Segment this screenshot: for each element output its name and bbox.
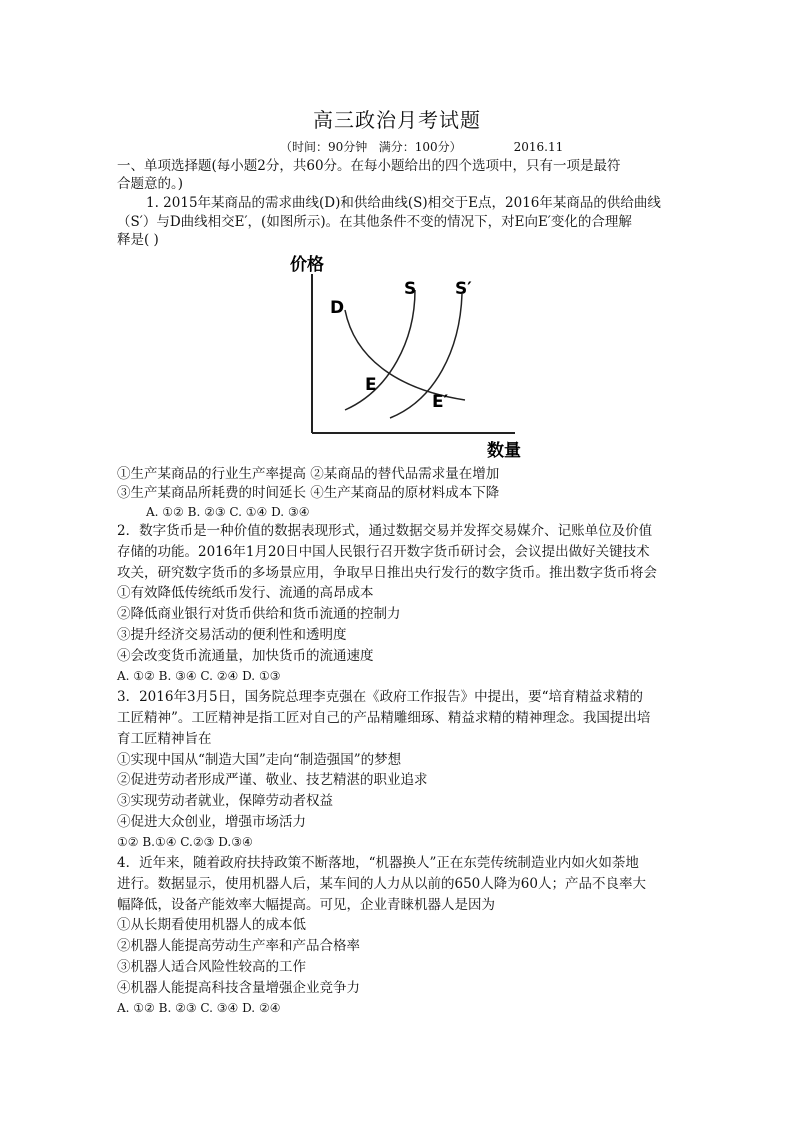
exam-meta (280, 138, 563, 155)
q4-stem-line3: 幅降低，设备产能效率大幅提高。可见，企业青睐机器人是因为 (117, 897, 495, 913)
q1-stem-line1: 1. 2015年某商品的需求曲线(D)和供给曲线(S)相交于E点，2016年某商品的供给曲线 (146, 195, 661, 211)
q3-item-2: ②促进劳动者形成严谨、敬业、技艺精湛的职业追求 (117, 772, 428, 788)
q2-stem-line1: 2．数字货币是一种价值的数据表现形式，通过数据交易并发挥交易媒介、记账单位及价值 (117, 523, 653, 539)
demand-curve-D (345, 310, 465, 400)
point-label-E-prime: E′ (432, 392, 449, 412)
exam-date: 2016.11 (513, 140, 564, 154)
q2-item-4: ④会改变货币流通量，加快货币的流通速度 (117, 648, 374, 664)
q4-stem-line2: 进行。数据显示，使用机器人后，某车间的人力从以前的650人降为60人；产品不良率大 (117, 876, 646, 892)
q3-options: ①② B.①④ C.②③ D.③④ (117, 835, 253, 849)
q3-item-1: ①实现中国从“制造大国”走向“制造强国”的梦想 (117, 752, 402, 768)
q2-stem-line2: 存储的功能。2016年1月20日中国人民银行召开数字货币研讨会，会议提出做好关键技术 (117, 544, 650, 560)
q3-item-4: ④促进大众创业，增强市场活力 (117, 814, 306, 830)
exam-time-score: （时间：90分钟 满分：100分） (280, 140, 462, 154)
q2-stem-line3: 攻关，研究数字货币的多场景应用，争取早日推出央行发行的数字货币。推出数字货币将会 (117, 565, 657, 581)
q2-options: A. ①② B. ③④ C. ②④ D. ①③ (117, 669, 281, 683)
y-axis-label: 价格 (290, 255, 324, 275)
x-axis-label: 数量 (487, 441, 521, 461)
q4-item-2: ②机器人能提高劳动生产率和产品合格率 (117, 938, 360, 954)
supply-curve-S-prime (390, 294, 462, 418)
q3-stem-line3: 育工匠精神旨在 (117, 731, 212, 747)
series-label-S-prime: S′ (455, 279, 472, 299)
q1-items-line1: ①生产某商品的行业生产率提高 ②某商品的替代品需求量在增加 (117, 466, 500, 482)
q2-item-1: ①有效降低传统纸币发行、流通的高昂成本 (117, 585, 374, 601)
q4-options: A. ①② B. ②③ C. ③④ D. ②④ (117, 1001, 281, 1015)
q1-items-line2: ③生产某商品所耗费的时间延长 ④生产某商品的原材料成本下降 (117, 485, 500, 501)
series-label-S: S (404, 279, 417, 299)
q2-item-2: ②降低商业银行对货币供给和货币流通的控制力 (117, 606, 401, 622)
supply-demand-chart (290, 250, 535, 462)
section-heading-cont: 合题意的。) (117, 176, 184, 192)
q4-item-3: ③机器人适合风险性较高的工作 (117, 959, 306, 975)
point-label-E: E (365, 375, 377, 395)
page-title: 高三政治月考试题 (313, 108, 481, 132)
q4-stem-line1: 4．近年来，随着政府扶持政策不断落地，“机器换人”正在东莞传统制造业内如火如荼地 (117, 855, 639, 871)
section-heading: 一、单项选择题(每小题2分，共60分。在每小题给出的四个选项中，只有一项是最符 (117, 158, 621, 174)
q4-item-4: ④机器人能提高科技含量增强企业竞争力 (117, 980, 360, 996)
q4-item-1: ①从长期看使用机器人的成本低 (117, 917, 306, 933)
q1-stem-line2: （S′）与D曲线相交E′，(如图所示)。在其他条件不变的情况下，对E向E′变化的合理解 (117, 214, 632, 230)
q1-stem-line3: 释是( ) (117, 232, 159, 248)
q3-stem-line1: 3．2016年3月5日，国务院总理李克强在《政府工作报告》中提出，要“培育精益求精的 (117, 689, 644, 705)
q2-item-3: ③提升经济交易活动的便利性和透明度 (117, 627, 347, 643)
supply-curve-S (345, 290, 415, 410)
q3-item-3: ③实现劳动者就业，保障劳动者权益 (117, 793, 333, 809)
q1-options: A. ①② B. ②③ C. ①④ D. ③④ (146, 505, 310, 519)
series-label-D: D (330, 298, 345, 318)
q3-stem-line2: 工匠精神”。工匠精神是指工匠对自己的产品精雕细琢、精益求精的精神理念。我国提出培 (117, 710, 651, 726)
